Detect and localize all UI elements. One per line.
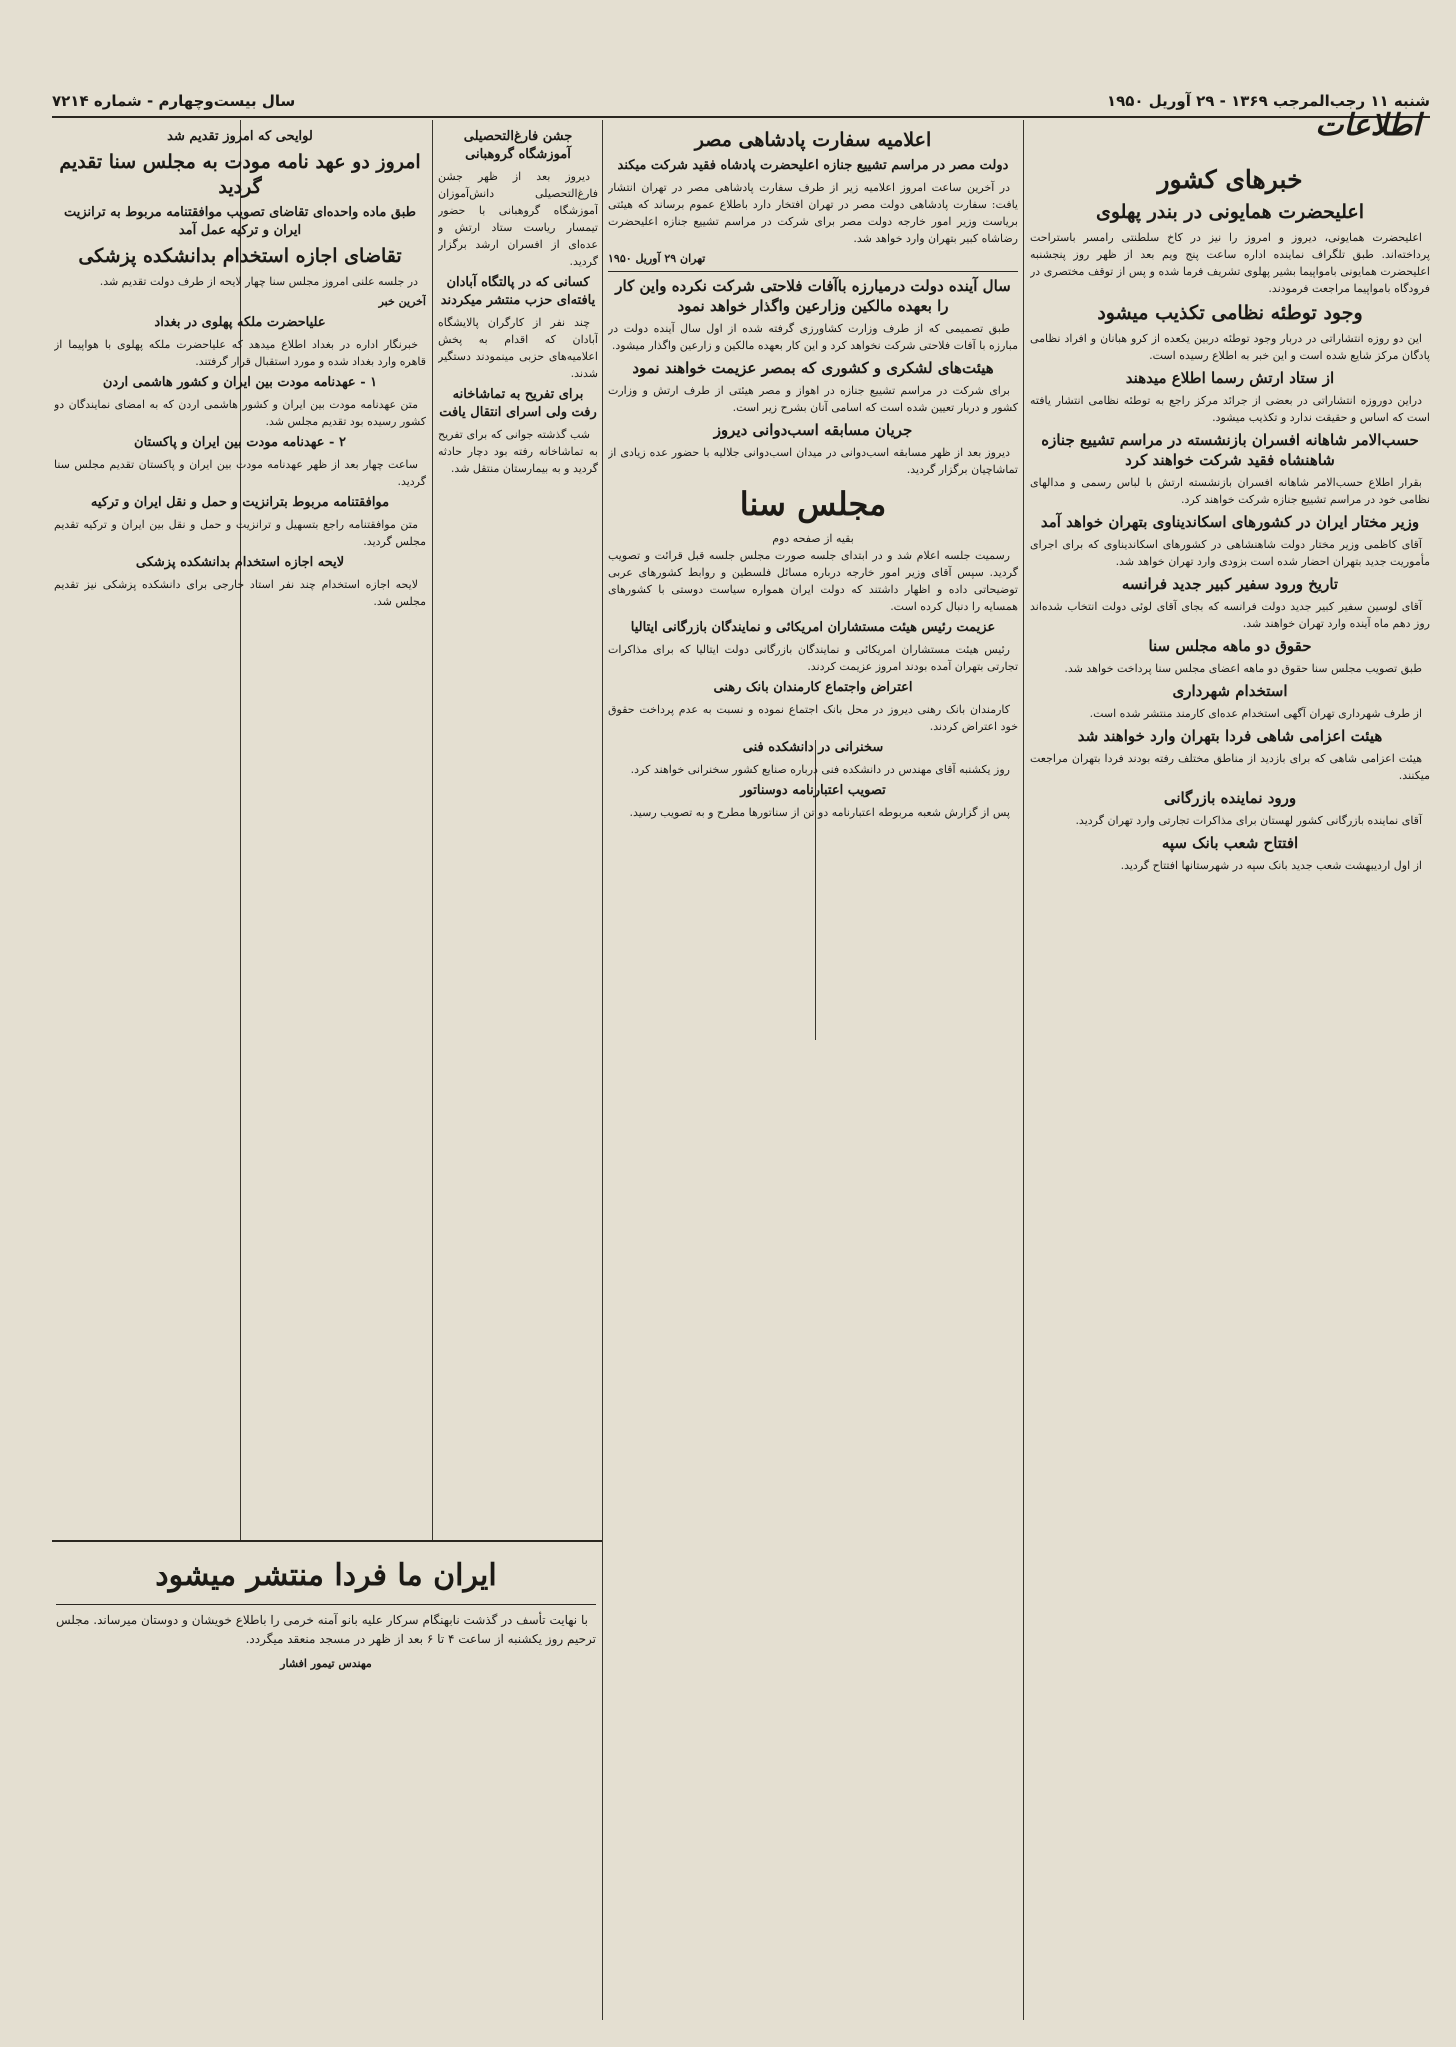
headline: جریان مسابقه اسب‌دوانی دیروز xyxy=(713,421,913,439)
newspaper-logo: اطلاعات xyxy=(1315,108,1421,143)
headline: هیئت اعزامی شاهی فردا بتهران وارد خواهند شد xyxy=(1077,727,1383,745)
article-text: آقای کاظمی وزیر مختار دولت شاهنشاهی در کشورهای اسکاندیناوی که برای اجرای مأموریت جدید بتهران احضار شده است بزودی وارد تهران خواهد شد. xyxy=(1030,538,1430,568)
headline: لایحه اجازه استخدام بدانشکده پزشکی xyxy=(135,555,345,570)
notice-signer: مهندس تیمور افشار xyxy=(280,1657,372,1670)
headline: وجود توطئه نظامی تکذیب میشود xyxy=(1097,302,1363,324)
headline: حقوق دو ماهه مجلس سنا xyxy=(1148,637,1312,655)
article-text: این دو روزه انتشاراتی در دربار وجود توطئه دربین یکعده از کرو هبانان و افراد نظامی پادگان مرکز شایع شده است و این خبر به اطلاع رسیده است. xyxy=(1030,332,1430,362)
headline: حسب‌الامر شاهانه افسران بازنشسته در مراسم تشییع جنازه شاهنشاه فقید شرکت خواهند کرد xyxy=(1041,431,1419,469)
headline: اعلیحضرت همایونی در بندر پهلوی xyxy=(1095,201,1365,223)
notice-text: با نهایت تأسف در گذشت نابهنگام سرکار علیه بانو آمنه خرمی را باطلاع خویشان و دوستان میرساند. مجلس ترحیم روز یکشنبه از ساعت ۴ تا ۶ بعد از ظهر در مسجد منعقد میگردد. xyxy=(56,1613,596,1646)
headline: امروز دو عهد نامه مودت به مجلس سنا تقدیم گردید xyxy=(59,151,421,198)
article-text: برای شرکت در مراسم تشییع جنازه در اهواز و مصر هیئتی از طرف ارتش و وزارت کشور و دربار تعیین شده است که اسامی آنان بشرح زیر است. xyxy=(608,384,1018,414)
article-text: متن عهدنامه مودت بین ایران و کشور هاشمی اردن که به امضای نمایندگان دو کشور رسیده بود تقدیم مجلس شد. xyxy=(54,398,426,428)
article-text: طبق تصویب مجلس سنا حقوق دو ماهه اعضای مجلس سنا پرداخت خواهد شد. xyxy=(1064,662,1422,675)
col-domestic-news xyxy=(1030,160,1430,2020)
article-text: بقرار اطلاع حسب‌الامر شاهانه افسران بازنشسته ارتش با لباس رسمی و مدالهای نظامی خود در مراسم تشییع جنازه شرکت خواهند کرد. xyxy=(1030,476,1430,506)
headline: موافقتنامه مربوط بترانزیت و حمل و نقل ایران و ترکیه xyxy=(90,495,390,510)
headline: سخنرانی در دانشکده فنی xyxy=(742,740,884,755)
divider xyxy=(608,271,1018,272)
label-latest-news: آخرین خبر xyxy=(378,295,426,308)
article-text: شب گذشته جوانی که برای تفریح به تماشاخانه رفته بود دچار حادثه گردید و به بیمارستان منتقل شد. xyxy=(438,428,598,475)
headline: وزیر مختار ایران در کشورهای اسکاندیناوی بتهران خواهد آمد xyxy=(1040,513,1420,531)
col-senate-bills xyxy=(54,124,426,1534)
article-text: آقای نماینده بازرگانی کشور لهستان برای مذاکرات تجارتی وارد تهران گردید. xyxy=(1075,814,1422,827)
masthead xyxy=(52,88,1430,114)
notice-block xyxy=(56,1550,596,2010)
notice-title: ایران ما فردا منتشر میشود xyxy=(155,1558,497,1593)
article-text: لایحه اجازه استخدام چند نفر استاد خارجی برای دانشکده پزشکی نیز تقدیم مجلس شد. xyxy=(54,578,426,608)
headline: ۱ - عهدنامه مودت بین ایران و کشور هاشمی اردن xyxy=(102,375,378,390)
column-divider xyxy=(432,120,433,1540)
headline: اعتراض واجتماع کارمندان بانک رهنی xyxy=(713,680,913,695)
headline: علیاحضرت ملکه پهلوی در بغداد xyxy=(154,315,326,330)
article-text: متن موافقتنامه راجع بتسهیل و ترانزیت و حمل و نقل بین ایران و ترکیه تقدیم مجلس گردید. xyxy=(54,518,426,548)
headline: تقاضای اجازه استخدام بدانشکده پزشکی xyxy=(78,245,402,267)
headline: تصویب اعتبارنامه دوسناتور xyxy=(740,783,886,798)
article-text: در جلسه علنی امروز مجلس سنا چهار لایحه از طرف دولت تقدیم شد. xyxy=(99,275,418,288)
headline: افتتاح شعب بانک سپه xyxy=(1161,834,1299,852)
headline: برای تفریح به تماشاخانه رفت ولی اسرای انتقال یافت xyxy=(439,387,597,420)
article-text: اعلیحضرت همایونی، دیروز و امروز را نیز در کاخ سلطنتی رامسر باستراحت پرداخته‌اند. طبق تلگراف نماینده اداره ساعت پنج ویم بعد از ظهر روز پنجشنبه اعلیحضرت همایونی بامواپیما بشیر پهلوی تشریف فرما شده و پس از توقف مختصری در فرودگاه بامواپیما مراجعت فرمودند. xyxy=(1030,231,1430,295)
article-text: دراین دوروزه انتشاراتی در بعضی از جرائد مرکز راجع به توطئه نظامی انتشار یافته است که اساس و حقیقت ندارد و تکذیب میشود. xyxy=(1030,394,1430,424)
article-text: از طرف شهرداری تهران آگهی استخدام عده‌ای کارمند منتشر شده است. xyxy=(1089,707,1422,720)
article-text: دیروز بعد از ظهر مسابقه اسب‌دوانی در میدان اسب‌دوانی جلالیه با حضور عده زیادی از تماشاچیان برگزار گردید. xyxy=(608,446,1018,476)
masthead-rule xyxy=(52,116,1430,118)
headline: از ستاد ارتش رسما اطلاع میدهند xyxy=(1125,369,1335,387)
headline: ورود نماینده بازرگانی xyxy=(1163,789,1297,807)
article-text: از اول اردیبهشت شعب جدید بانک سپه در شهرستانها افتتاح گردید. xyxy=(1120,859,1422,872)
article-text: رئیس هیئت مستشاران امریکائی و نمایندگان بازرگانی دولت ایتالیا که برای مذاکرات تجارتی بتهران آمده بودند امروز عزیمت کردند. xyxy=(608,643,1018,673)
divider xyxy=(56,1604,596,1605)
headline: استخدام شهرداری xyxy=(1172,682,1288,700)
column-divider xyxy=(602,120,603,2020)
headline: اعلامیه سفارت پادشاهی مصر xyxy=(694,129,932,151)
article-text: هیئت اعزامی شاهی که برای بازدید از مناطق مختلف رفته بودند فردا بتهران مراجعت میکنند. xyxy=(1030,752,1430,782)
article-text: در آخرین ساعت امروز اعلامیه زیر از طرف سفارت پادشاهی مصر در تهران انتشار یافت: سفارت پادشاهی دولت مصر در تهران افتخار دارد باطلاع عموم برساند که هیئتی بریاست وزیر امور خارجه دولت مصر برای شرکت در مراسم تشییع جنازه اعلیحضرت رضاشاه کبیر بتهران وارد خواهد شد. xyxy=(608,181,1018,245)
col-embassy-senate xyxy=(608,124,1018,2014)
subheadline: دولت مصر در مراسم تشییع جنازه اعلیحضرت پادشاه فقید شرکت میکند xyxy=(617,158,1009,173)
section-title: خبرهای کشور xyxy=(1157,165,1303,194)
headline: سال آینده دولت درمیارزه باآفات فلاحتی شرکت نکرده واین کار را بعهده مالکین وزارعین واگذار خواهد نمود xyxy=(615,277,1011,315)
article-text: طبق تصمیمی که از طرف وزارت کشاورزی گرفته شده از اول سال آینده دولت در مبارزه با آفات فلاحتی شرکت نخواهد کرد و این کار بعهده مالکین و زارعین واگذار میشود. xyxy=(608,322,1018,352)
article-text: رسمیت جلسه اعلام شد و در ابتدای جلسه صورت مجلس جلسه قبل قرائت و تصویب گردید. سپس آقای وزیر امور خارجه درباره مسائل فلسطین و روابط کشورهای عربی توضیحاتی داده و اظهار داشتند که دولت ایران همواره سیاست دوستی با کشورهای همسایه را دنبال کرده است. xyxy=(608,549,1018,613)
subheadline: بقیه از صفحه دوم xyxy=(772,532,854,545)
article-text: دیروز بعد از ظهر جشن فارغ‌التحصیلی دانش‌آموزان آموزشگاه گروهبانی با حضور تیمسار ریاست ستاد ارتش و عده‌ای از افسران ارشد برگزار گردید. xyxy=(438,170,598,268)
headline-kicker: لوایحی که امروز تقدیم شد xyxy=(167,129,313,144)
headline-senate: مجلس سنا xyxy=(739,485,887,523)
subheadline: طبق ماده واحده‌ای تقاضای تصویب موافقتنامه مربوط به ترانزیت ایران و ترکیه عمل آمد xyxy=(64,205,416,238)
article-text: آقای لوسین سفیر کبیر جدید دولت فرانسه که بجای آقای لوئی دولت انتخاب شده‌اند روز دهم ماه آینده وارد تهران خواهند شد. xyxy=(1030,600,1430,630)
article-text: ساعت چهار بعد از ظهر عهدنامه مودت بین ایران و پاکستان تقدیم مجلس سنا گردید. xyxy=(54,458,426,488)
headline: کسانی که در پالتگاه آبادان یافته‌ای حزب منتشر میکردند xyxy=(440,275,596,308)
notice-rule xyxy=(52,1540,602,1542)
column-divider xyxy=(1023,120,1024,2020)
headline: جشن فارغ‌التحصیلی آموزشگاه گروهبانی xyxy=(463,129,573,162)
article-text: روز یکشنبه آقای مهندس در دانشکده فنی درباره صنایع کشور سخنرانی خواهند کرد. xyxy=(630,763,1010,776)
article-text: کارمندان بانک رهنی دیروز در محل بانک اجتماع نموده و نسبت به عدم پرداخت حقوق خود اعتراض کردند. xyxy=(608,703,1018,733)
col-middle xyxy=(438,124,598,1534)
masthead-issue: سال بیست‌وچهارم - شماره ۷۲۱۴ xyxy=(52,92,296,110)
masthead-date: شنبه ۱۱ رجب‌المرجب ۱۳۶۹ - ۲۹ آوریل ۱۹۵۰ xyxy=(1106,92,1430,110)
article-text: پس از گزارش شعبه مربوطه اعتبارنامه دو تن از سناتورها مطرح و به تصویب رسید. xyxy=(629,806,1010,819)
headline: عزیمت رئیس هیئت مستشاران امریکائی و نمایندگان بازرگانی ایتالیا xyxy=(630,620,996,635)
headline: هیئت‌های لشکری و کشوری که بمصر عزیمت خواهند نمود xyxy=(632,359,994,377)
dateline: تهران ۲۹ آوریل ۱۹۵۰ xyxy=(608,252,706,265)
headline: ۲ - عهدنامه مودت بین ایران و پاکستان xyxy=(134,435,346,450)
article-text: چند نفر از کارگران پالایشگاه آبادان که اقدام به پخش اعلامیه‌های حزبی مینمودند دستگیر شدند. xyxy=(438,316,598,380)
article-text: خبرنگار اداره در بغداد اطلاع میدهد که علیاحضرت ملکه پهلوی با هواپیما از قاهره وارد بغداد شده و مورد استقبال قرار گرفتند. xyxy=(54,338,426,368)
headline: تاریخ ورود سفیر کبیر جدید فرانسه xyxy=(1121,575,1339,593)
